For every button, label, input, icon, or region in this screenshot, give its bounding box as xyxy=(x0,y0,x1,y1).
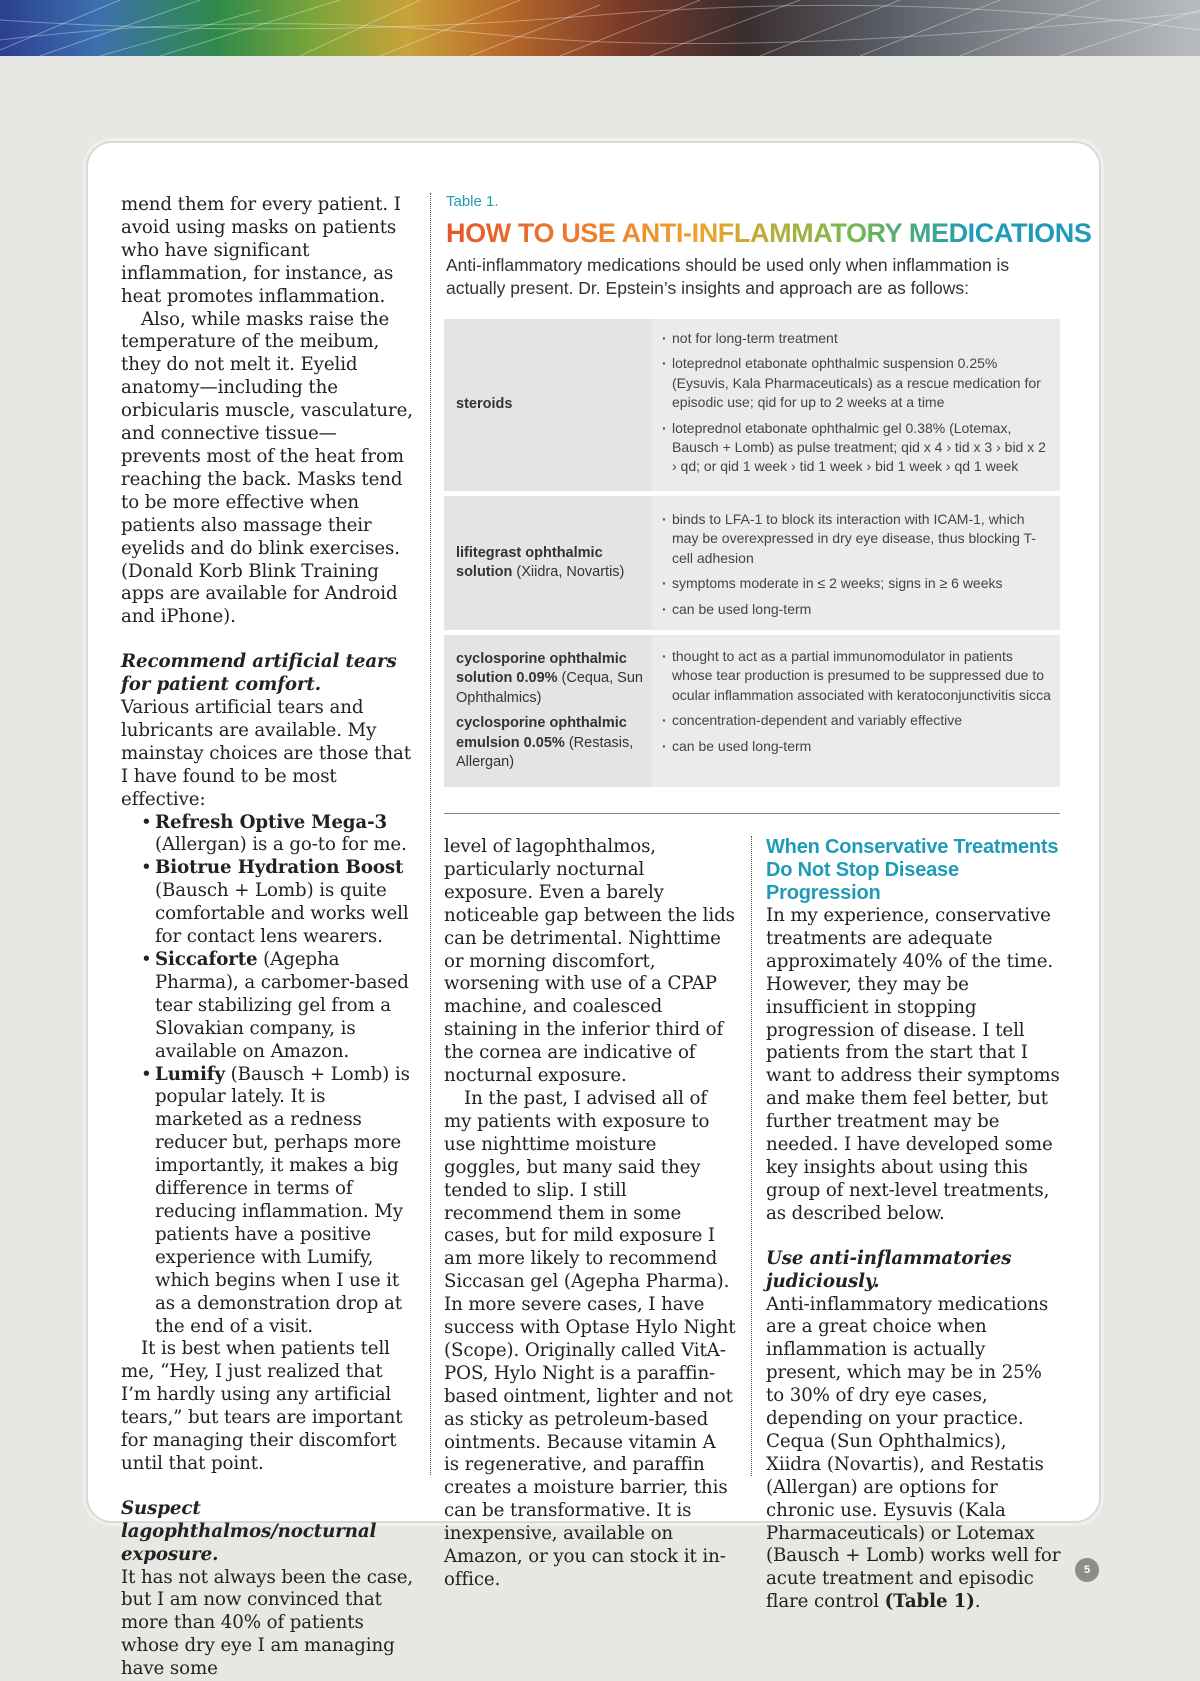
leaf-vein-pattern xyxy=(0,0,1200,56)
table-notes-cell: · binds to LFA-1 to block its interaction with ICAM-1, which may be overexpressed in dry eye disease, thus blocking T-cell adhesion · symptoms moderate in ≤ 2 weeks; signs in ≥ 6 weeks · can be used long-term xyxy=(652,496,1060,630)
col1-paragraph-4: It is best when patients tell me, “Hey, I just realized that I’m hardly using any artificial tears,” but tears are important for managing their discomfort until that point. xyxy=(121,1338,403,1474)
table-drug-cell: lifitegrast ophthalmic solution (Xiidra, Novartis) xyxy=(456,544,625,580)
leaf-vein-banner xyxy=(0,0,1200,56)
col3-subheading-anti-inflammatories: Use anti-inflammatories judiciously. xyxy=(766,1247,1012,1292)
artificial-tears-list xyxy=(121,812,416,1339)
col2-paragraph-2: In the past, I advised all of my patients with exposure to use nighttime moisture goggles, but many said they tended to slip. I still recommend them in some cases, but for mild exposure I am more likely to recommend Siccasan gel (Agepha Pharma). In more severe cases, I have success with Optase Hylo Night (Scope). Originally called VitA-POS, Hylo Night is a paraffin-based ointment, lighter and not as sticky as petroleum-based ointments. Because vitamin A is regenerative, and paraffin creates a moisture barrier, this can be transformative. It is inexpensive, available on Amazon, or you can stock it in-office. xyxy=(444,1087,736,1590)
column-divider-2 xyxy=(751,836,752,1476)
table-title: HOW TO USE ANTI-INFLAMMATORY MEDICATIONS xyxy=(446,218,1092,248)
table-label: Table 1. xyxy=(446,193,499,210)
col2-paragraph-1: level of lagophthalmos, particularly nocturnal exposure. Even a barely noticeable gap between the lids can be detrimental. Nighttime or morning discomfort, worsening with use of a CPAP machine, and coalesced staining in the inferior third of the cornea are indicative of nocturnal exposure. xyxy=(444,836,735,1087)
table-row-cyclosporine xyxy=(444,635,1060,787)
table-bottom-rule xyxy=(444,813,1060,814)
table-notes-cell: · thought to act as a partial immunomodulator in patients whose tear production is presumed to be suppressed due to ocular inflammation associated with keratoconjunctivitis sicca · concentration-dependent and variably effective · can be used long-term xyxy=(652,635,1060,787)
col1-paragraph-5: It has not always been the case, but I am now convinced that more than 40% of patients whose dry eye I am managing have some xyxy=(121,1566,414,1680)
col1-paragraph-1: mend them for every patient. I avoid using masks on patients who have significant inflammation, for instance, as heat promotes inflammation. xyxy=(121,194,401,307)
page-number: 5 xyxy=(1075,1558,1099,1582)
list-item: • Biotrue Hydration Boost (Bausch + Lomb) is quite comfortable and works well for contact lens wearers. xyxy=(121,857,416,949)
table-row-steroids xyxy=(444,319,1060,491)
col1-subheading-artificial-tears: Recommend artificial tears for patient comfort. xyxy=(121,651,397,696)
section-heading: When Conservative Treatments Do Not Stop Disease Progression xyxy=(766,836,1059,904)
table-intro: Anti-inflammatory medications should be used only when inflammation is actually present. Dr. Epstein’s insights and approach are as follows: xyxy=(446,255,1010,298)
table-row-lifitegrast xyxy=(444,496,1060,630)
list-item: • Lumify (Bausch + Lomb) is popular lately. It is marketed as a redness reducer but, perhaps more importantly, it makes a big difference in terms of reducing inflammation. My patients have a positive experience with Lumify, which begins when I use it as a demonstration drop at the end of a visit. xyxy=(121,1064,416,1339)
column-1 xyxy=(121,194,416,1681)
col1-paragraph-3: Various artificial tears and lubricants are available. My mainstay choices are those that I have found to be most effective: xyxy=(121,697,411,810)
col3-paragraph-2: Anti-inflammatory medications are a great choice when inflammation is actually present, which may be in 25% to 30% of dry eye cases, depending on your practice. Cequa (Sun Ophthalmics), Xiidra (Novartis), and Restatis (Allergan) are options for chronic use. Eysuvis (Kala Pharmaceuticals) or Lotemax (Bausch + Lomb) works well for acute treatment and episodic flare control (Table 1). xyxy=(766,1293,1061,1613)
table-drug-cell: steroids xyxy=(456,396,513,413)
list-item: • Siccaforte (Agepha Pharma), a carbomer-based tear stabilizing gel from a Slovakian company, is available on Amazon. xyxy=(121,949,416,1064)
list-item: • Refresh Optive Mega-3 (Allergan) is a go-to for me. xyxy=(121,812,416,858)
table-reference: (Table 1) xyxy=(884,1591,975,1613)
table-notes-cell: · not for long-term treatment · loteprednol etabonate ophthalmic suspension 0.25% (Eysuvis, Kala Pharmaceuticals) as a rescue medication for episodic use; qid for up to 2 weeks at a time · loteprednol etabonate ophthalmic gel 0.38% (Lotemax, Bausch + Lomb) as pulse treatment; qid x 4 › tid x 3 › bid x 2 › qd; or qid 1 week › tid 1 week › bid 1 week › qd 1 week xyxy=(652,319,1060,491)
column-2 xyxy=(444,836,736,1592)
col3-paragraph-1: In my experience, conservative treatments are adequate approximately 40% of the time. However, they may be insufficient in stopping progression of disease. I tell patients from the start that I want to address their symptoms and make them feel better, but further treatment may be needed. I have developed some key insights about using this group of next-level treatments, as described below. xyxy=(766,905,1060,1224)
table-drug-cell: cyclosporine ophthalmic solution 0.09% (Cequa, Sun Ophthalmics) cyclosporine ophthalmic emulsion 0.05% (Restasis, Allergan) xyxy=(456,650,643,770)
col1-subheading-lagophthalmos: Suspect lagophthalmos/nocturnal exposure. xyxy=(121,1497,377,1565)
column-3 xyxy=(766,836,1061,1614)
column-divider-1 xyxy=(430,193,431,1475)
col1-paragraph-2: Also, while masks raise the temperature of the meibum, they do not melt it. Eyelid anatomy—including the orbicularis muscle, vasculature, and connective tissue—prevents most of the heat from reaching the back. Masks tend to be more effective when patients also massage their eyelids and do blink exercises. (Donald Korb Blink Training apps are available for Android and iPhone). xyxy=(121,308,413,628)
